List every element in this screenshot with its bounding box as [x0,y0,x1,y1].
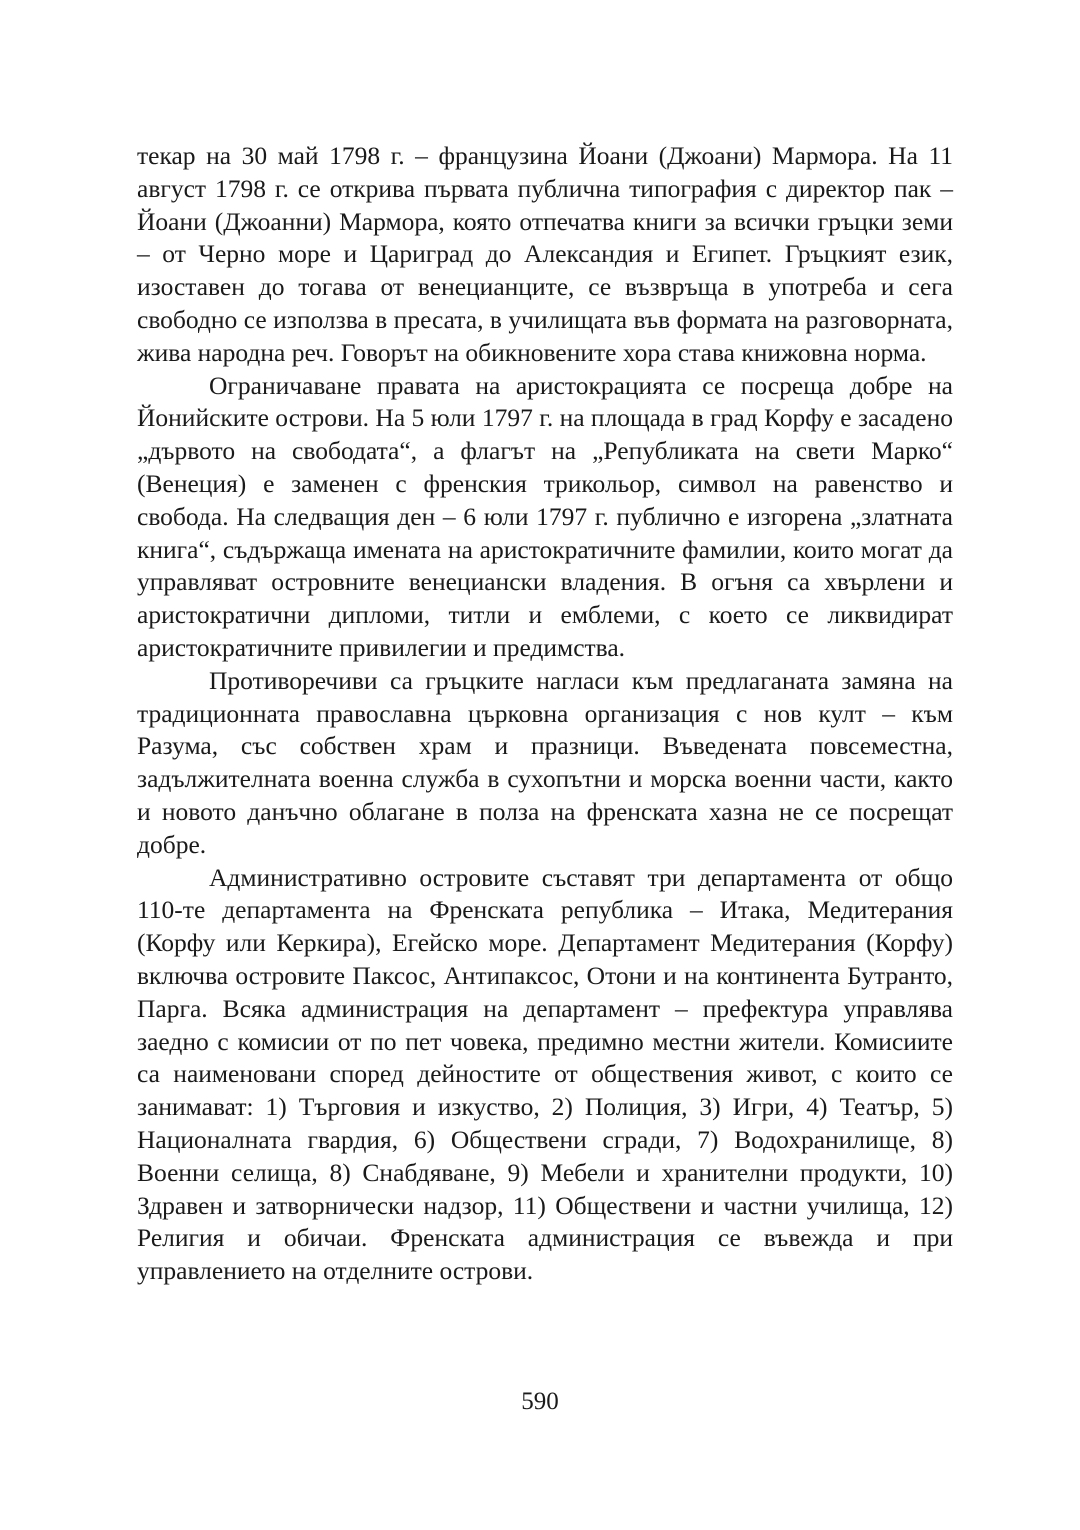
paragraph-2: Ограничаване правата на аристокрацията се посреща добре на Йонийските острови. На 5 юли 1797 г. на площада в град Корфу е засадено „дървото на свободата“, а флагът на „Републиката на свети Марко“ (Венеция) е заменен с френския трикольор, символ на равенство и свобода. На следващия ден – 6 юли 1797 г. публично е изгорена „златната книга“, съдържаща имената на аристократичните фамилии, които могат да управляват островните венециански владения. В огъня са хвърлени и аристократични дипломи, титли и емблеми, с което се ликвидират аристократичните привилегии и предимства. [137,370,953,662]
paragraph-1: текар на 30 май 1798 г. – французина Йоани (Джоани) Мармора. На 11 август 1798 г. се открива първата публична типография с директор пак – Йоани (Джоанни) Мармора, която отпечатва книги за всички гръцки земи – от Черно море и Цариград до Александия и Египет. Гръцкият език, изоставен до тогава от венецианците, се възвръща в употреба и сега свободно се използва в пресата, в училищата във формата на разговорната, жива народна реч. Говорът на обикновените хора става книжовна норма. [137,141,953,367]
paragraph-4: Административно островите съставят три департамента от общо 110-те департамента на Френската република – Итака, Медитерания (Корфу или Керкира), Егейско море. Департамент Медитерания (Корфу) включва островите Паксос, Антипаксос, Отони и на континента Бутранто, Парга. Всяка администрация на департамент – префектура управлява заедно с комисии от по пет човека, предимно местни жители. Комисиите са наименовани според дейностите от обществения живот, с които се занимават: 1) Търговия и изкуство, 2) Полиция, 3) Игри, 4) Театър, 5) Националната гвардия, 6) Обществени сгради, 7) Водохранилище, 8) Военни селища, 8) Снабдяване, 9) Мебели и хранителни продукти, 10) Здравен и затворнически надзор, 11) Обществени и частни училища, 12) Религия и обичаи. Френската администрация се въвежда и при управлението на отделните острови. [137,862,953,1286]
page-body [137,140,953,1288]
paragraph-3: Противоречиви са гръцките нагласи към предлаганата замяна на традиционната православна църковна организация с нов култ – към Разума, със собствен храм и празници. Въведената повсеместна, задължителната военна служба в сухопътни и морска военни части, както и новото данъчно облагане в полза на френската хазна не се посрещат добре. [137,665,953,859]
page-number: 590 [521,1388,559,1415]
